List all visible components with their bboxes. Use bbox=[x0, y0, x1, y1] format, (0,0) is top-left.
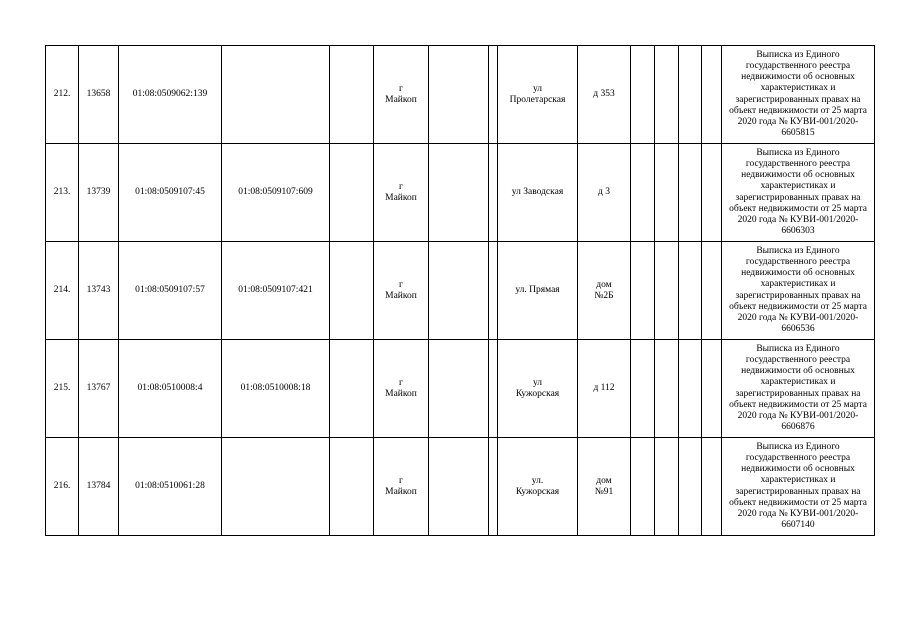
empty-cell bbox=[489, 242, 498, 340]
empty-cell bbox=[655, 46, 679, 144]
empty-cell bbox=[679, 144, 702, 242]
empty-cell bbox=[702, 242, 722, 340]
empty-cell bbox=[330, 438, 374, 536]
street-cell: ул. Прямая bbox=[498, 242, 578, 340]
empty-cell bbox=[631, 438, 655, 536]
row-number-cell: 216. bbox=[46, 438, 79, 536]
empty-cell bbox=[489, 46, 498, 144]
cadastral-number-cell: 01:08:0509107:57 bbox=[119, 242, 222, 340]
cadastral-number-cell: 01:08:0510008:4 bbox=[119, 340, 222, 438]
parent-cadastral-number-cell: 01:08:0509107:609 bbox=[222, 144, 330, 242]
record-id-cell: 13739 bbox=[79, 144, 119, 242]
street-cell: ул Заводская bbox=[498, 144, 578, 242]
empty-cell bbox=[631, 242, 655, 340]
table-row bbox=[46, 46, 875, 144]
house-number-cell: дом №2Б bbox=[578, 242, 631, 340]
empty-cell bbox=[655, 242, 679, 340]
empty-cell bbox=[429, 438, 489, 536]
house-number-cell: дом №91 bbox=[578, 438, 631, 536]
empty-cell bbox=[489, 438, 498, 536]
empty-cell bbox=[330, 144, 374, 242]
empty-cell bbox=[679, 242, 702, 340]
empty-cell bbox=[429, 242, 489, 340]
house-number-cell: д 3 bbox=[578, 144, 631, 242]
empty-cell bbox=[631, 144, 655, 242]
table-row bbox=[46, 144, 875, 242]
empty-cell bbox=[330, 242, 374, 340]
empty-cell bbox=[330, 340, 374, 438]
row-number-cell: 215. bbox=[46, 340, 79, 438]
document-reference-cell: Выписка из Единого государственного реестра недвижимости об основных характеристиках и зарегистрированных правах на объект недвижимости от 25 марта 2020 года № КУВИ-001/2020- 6606303 bbox=[722, 144, 875, 242]
row-number-cell: 212. bbox=[46, 46, 79, 144]
cadastral-number-cell: 01:08:0509107:45 bbox=[119, 144, 222, 242]
empty-cell bbox=[679, 340, 702, 438]
empty-cell bbox=[655, 144, 679, 242]
record-id-cell: 13743 bbox=[79, 242, 119, 340]
locality-cell: г Майкоп bbox=[374, 144, 429, 242]
empty-cell bbox=[330, 46, 374, 144]
table-row bbox=[46, 242, 875, 340]
locality-cell: г Майкоп bbox=[374, 340, 429, 438]
record-id-cell: 13658 bbox=[79, 46, 119, 144]
document-reference-cell: Выписка из Единого государственного реестра недвижимости об основных характеристиках и зарегистрированных правах на объект недвижимости от 25 марта 2020 года № КУВИ-001/2020- 6606536 bbox=[722, 242, 875, 340]
document-reference-cell: Выписка из Единого государственного реестра недвижимости об основных характеристиках и зарегистрированных правах на объект недвижимости от 25 марта 2020 года № КУВИ-001/2020- 6605815 bbox=[722, 46, 875, 144]
empty-cell bbox=[429, 144, 489, 242]
street-cell: ул Кужорская bbox=[498, 340, 578, 438]
empty-cell bbox=[631, 46, 655, 144]
parent-cadastral-number-cell: 01:08:0510008:18 bbox=[222, 340, 330, 438]
registry-table-body bbox=[46, 46, 875, 536]
table-row bbox=[46, 438, 875, 536]
empty-cell bbox=[679, 46, 702, 144]
locality-cell: г Майкоп bbox=[374, 438, 429, 536]
registry-table bbox=[45, 45, 875, 536]
parent-cadastral-number-cell: 01:08:0509107:421 bbox=[222, 242, 330, 340]
empty-cell bbox=[702, 144, 722, 242]
house-number-cell: д 353 bbox=[578, 46, 631, 144]
locality-cell: г Майкоп bbox=[374, 242, 429, 340]
document-reference-cell: Выписка из Единого государственного реестра недвижимости об основных характеристиках и зарегистрированных правах на объект недвижимости от 25 марта 2020 года № КУВИ-001/2020- 6607140 bbox=[722, 438, 875, 536]
empty-cell bbox=[702, 340, 722, 438]
empty-cell bbox=[655, 438, 679, 536]
record-id-cell: 13767 bbox=[79, 340, 119, 438]
street-cell: ул. Кужорская bbox=[498, 438, 578, 536]
empty-cell bbox=[631, 340, 655, 438]
document-reference-cell: Выписка из Единого государственного реестра недвижимости об основных характеристиках и зарегистрированных правах на объект недвижимости от 25 марта 2020 года № КУВИ-001/2020- 6606876 bbox=[722, 340, 875, 438]
empty-cell bbox=[702, 46, 722, 144]
parent-cadastral-number-cell bbox=[222, 46, 330, 144]
empty-cell bbox=[655, 340, 679, 438]
empty-cell bbox=[702, 438, 722, 536]
cadastral-number-cell: 01:08:0509062:139 bbox=[119, 46, 222, 144]
empty-cell bbox=[679, 438, 702, 536]
row-number-cell: 214. bbox=[46, 242, 79, 340]
empty-cell bbox=[429, 46, 489, 144]
parent-cadastral-number-cell bbox=[222, 438, 330, 536]
empty-cell bbox=[489, 144, 498, 242]
row-number-cell: 213. bbox=[46, 144, 79, 242]
locality-cell: г Майкоп bbox=[374, 46, 429, 144]
empty-cell bbox=[429, 340, 489, 438]
empty-cell bbox=[489, 340, 498, 438]
cadastral-number-cell: 01:08:0510061:28 bbox=[119, 438, 222, 536]
record-id-cell: 13784 bbox=[79, 438, 119, 536]
street-cell: ул Пролетарская bbox=[498, 46, 578, 144]
table-row bbox=[46, 340, 875, 438]
house-number-cell: д 112 bbox=[578, 340, 631, 438]
